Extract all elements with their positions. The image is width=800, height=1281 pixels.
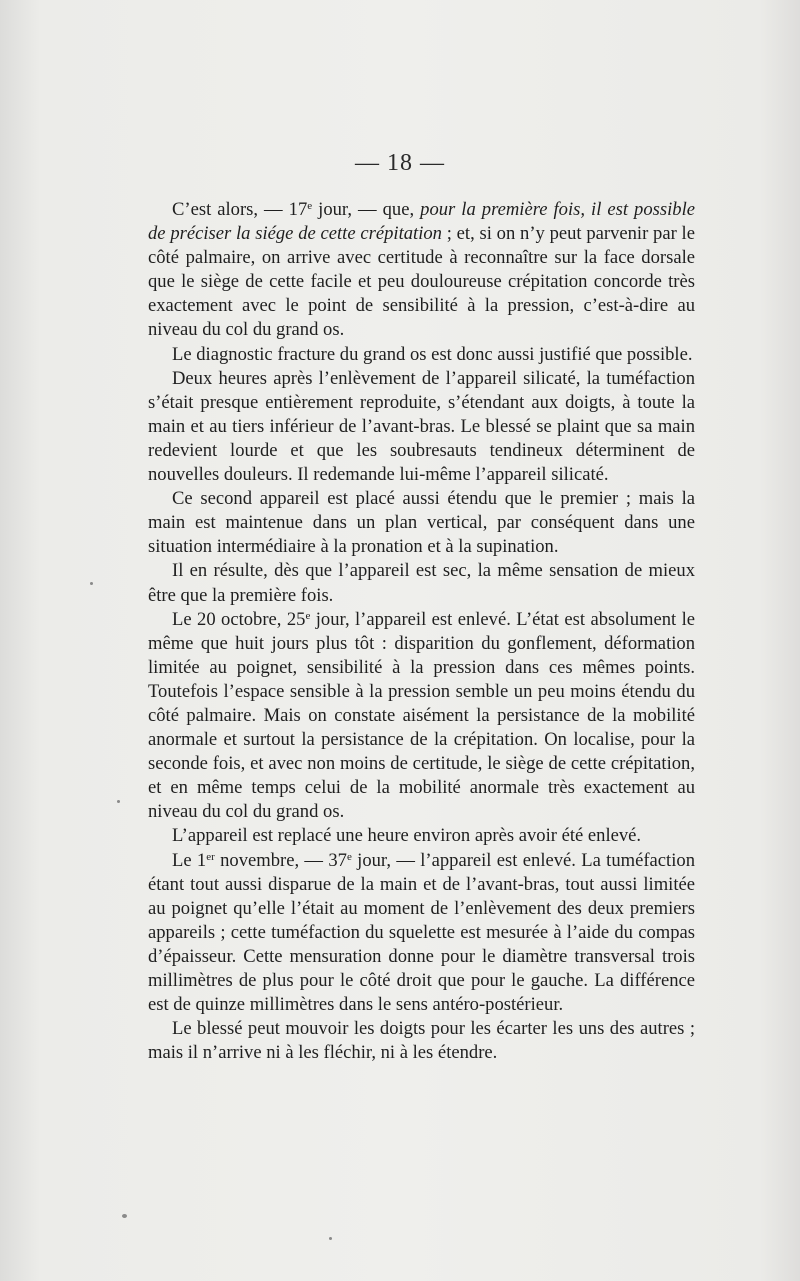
paragraph-5: Il en résulte, dès que l’appareil est sec, la même sensation de mieux être que la première fois. <box>148 560 695 606</box>
paragraph-6: Le 20 octobre, 25e jour, l’appareil est enlevé. L’état est absolument le même que huit jours plus tôt : disparition du gonflement, déformation limitée au poignet, sensibilité à la pression dans ces mêmes points. Toutefois l’espace sensible à la pression semble un peu moins étendu du côté palmaire. Mais on constate aisément la persistance de la mobilité anormale et surtout la persistance de la crépitation. On localise, pour la seconde fois, et avec non moins de certitude, le siège de cette crépitation, et en même temps celui de la mobilité anormale très exactement au niveau du col du grand os. <box>148 608 695 823</box>
paper-speck <box>117 800 120 803</box>
page-number: — 18 — <box>355 150 445 176</box>
paragraph-1: C’est alors, — 17e jour, — que, pour la première fois, il est possible de préciser la siége de cette crépitation ; et, si on n’y peut parvenir par le côté palmaire, on arrive avec certitude à reconnaître sur la face dorsale que le siège de cette facile et peu douloureuse crépitation concorde très exactement avec le point de sensibilité à la pression, c’est-à-dire au niveau du col du grand os. <box>148 199 695 341</box>
paragraph-9: Le blessé peut mouvoir les doigts pour les écarter les uns des autres ; mais il n’arrive ni à les fléchir, ni à les étendre. <box>148 1018 695 1064</box>
paragraph-7: L’appareil est replacé une heure environ après avoir été enlevé. <box>172 825 642 847</box>
paper-speck <box>90 582 93 585</box>
paper-speck <box>122 1214 127 1218</box>
paragraph-3: Deux heures après l’enlèvement de l’appareil silicaté, la tuméfaction s’était presque entièrement reproduite, s’étendant aux doigts, à toute la main et au tiers inférieur de l’avant-bras. Le blessé se plaint que sa main redevient lourde et que les soubresauts tendineux déterminent de nouvelles douleurs. Il redemande lui-même l’appareil silicaté. <box>148 367 695 486</box>
body-text <box>148 198 695 1065</box>
paragraph-2: Le diagnostic fracture du grand os est donc aussi justifié que possible. <box>172 343 693 365</box>
paper-speck <box>329 1237 332 1240</box>
paragraph-4: Ce second appareil est placé aussi étendu que le premier ; mais la main est maintenue dans un plan vertical, par conséquent dans une situation intermédiaire à la pronation et à la supination. <box>148 488 695 558</box>
paragraph-8: Le 1er novembre, — 37e jour, — l’appareil est enlevé. La tuméfaction étant tout aussi disparue de la main et de l’avant-bras, tout aussi limitée au poignet qu’elle l’était au moment de l’enlèvement des deux premiers appareils ; cette tuméfaction du squelette est mesurée à l’aide du compas d’épaisseur. Cette mensuration donne pour le diamètre transversal trois millimètres de plus pour le côté droit que pour le gauche. La différence est de quinze millimètres dans le sens antéro-postérieur. <box>148 849 695 1016</box>
